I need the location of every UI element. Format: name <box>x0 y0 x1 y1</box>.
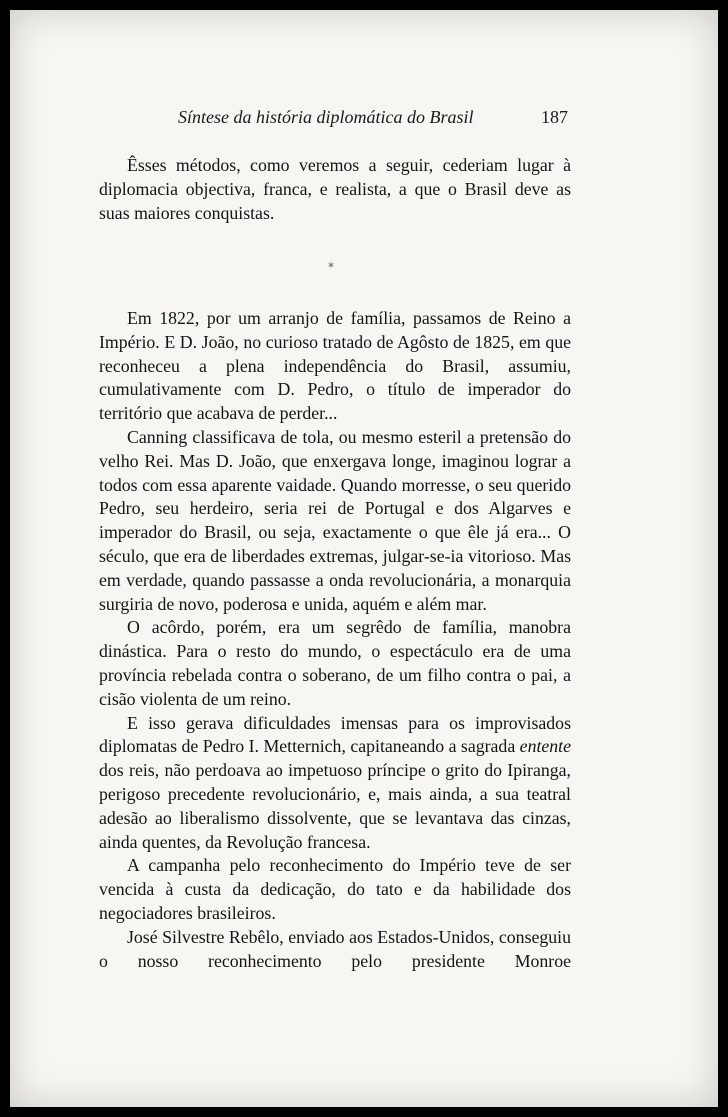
paragraph-4-emphasis: entente <box>519 736 572 757</box>
paragraph-6: José Silvestre Rebêlo, enviado aos Estados-Unidos, conseguiu o nosso reconhecimento pelo presidente Monroe <box>99 926 571 971</box>
paragraph-4 <box>99 712 571 855</box>
paragraph-4-before: E isso gerava dificuldades imensas para os improvisados diplomatas de Pedro I. Metternich, capitaneando a sagrada <box>99 712 571 757</box>
running-header <box>178 107 578 131</box>
running-title: Síntese da história diplomática do Brasil <box>178 107 474 127</box>
intro-paragraph: Êsses métodos, como veremos a seguir, cederiam lugar à diplomacia objectiva, franca, e realista, a que o Brasil deve as suas maiores conquistas. <box>99 155 571 223</box>
page-number: 187 <box>541 107 568 127</box>
paragraph-5: A campanha pelo reconhecimento do Império teve de ser vencida à custa da dedicação, do tato e da habilidade dos negociadores brasileiros. <box>99 855 571 923</box>
paragraph-2: Canning classificava de tola, ou mesmo esteril a pretensão do velho Rei. Mas D. João, que enxergava longe, imaginou lograr a todos com essa aparente vaidade. Quando morresse, o seu querido Pedro, seu herdeiro, seria rei de Portugal e dos Algarves e imperador do Brasil, ou seja, exactamente o que êle já era... O século, que era de liberdades extremas, julgar-se-ia vitorioso. Mas em verdade, quando passasse a onda revolucionária, a monarquia surgiria de novo, poderosa e unida, aquém e além mar. <box>99 426 571 614</box>
paragraph-1: Em 1822, por um arranjo de família, passamos de Reino a Império. E D. João, no curioso tratado de Agôsto de 1825, em que reconheceu a plena independência do Brasil, assumiu, cumulativamente com D. Pedro, o título de imperador do território que acabava de perder... <box>99 308 571 424</box>
paragraph-3: O acôrdo, porém, era um segrêdo de família, manobra dinástica. Para o resto do mundo, o espectáculo era de uma província rebelada contra o soberano, de um filho contra o pai, a cisão violenta de um reino. <box>99 617 571 709</box>
paragraph-4-after: dos reis, não perdoava ao impetuoso príncipe o grito do Ipiranga, perigoso precedente revolucionário, e, mais ainda, a sua teatral adesão ao liberalismo dissolvente, que se levantava das cinzas, ainda quentes, da Revolução francesa. <box>99 760 571 852</box>
book-page <box>10 10 718 1107</box>
intro-block <box>99 154 571 225</box>
section-separator: * <box>328 260 334 274</box>
body-text <box>99 307 571 973</box>
